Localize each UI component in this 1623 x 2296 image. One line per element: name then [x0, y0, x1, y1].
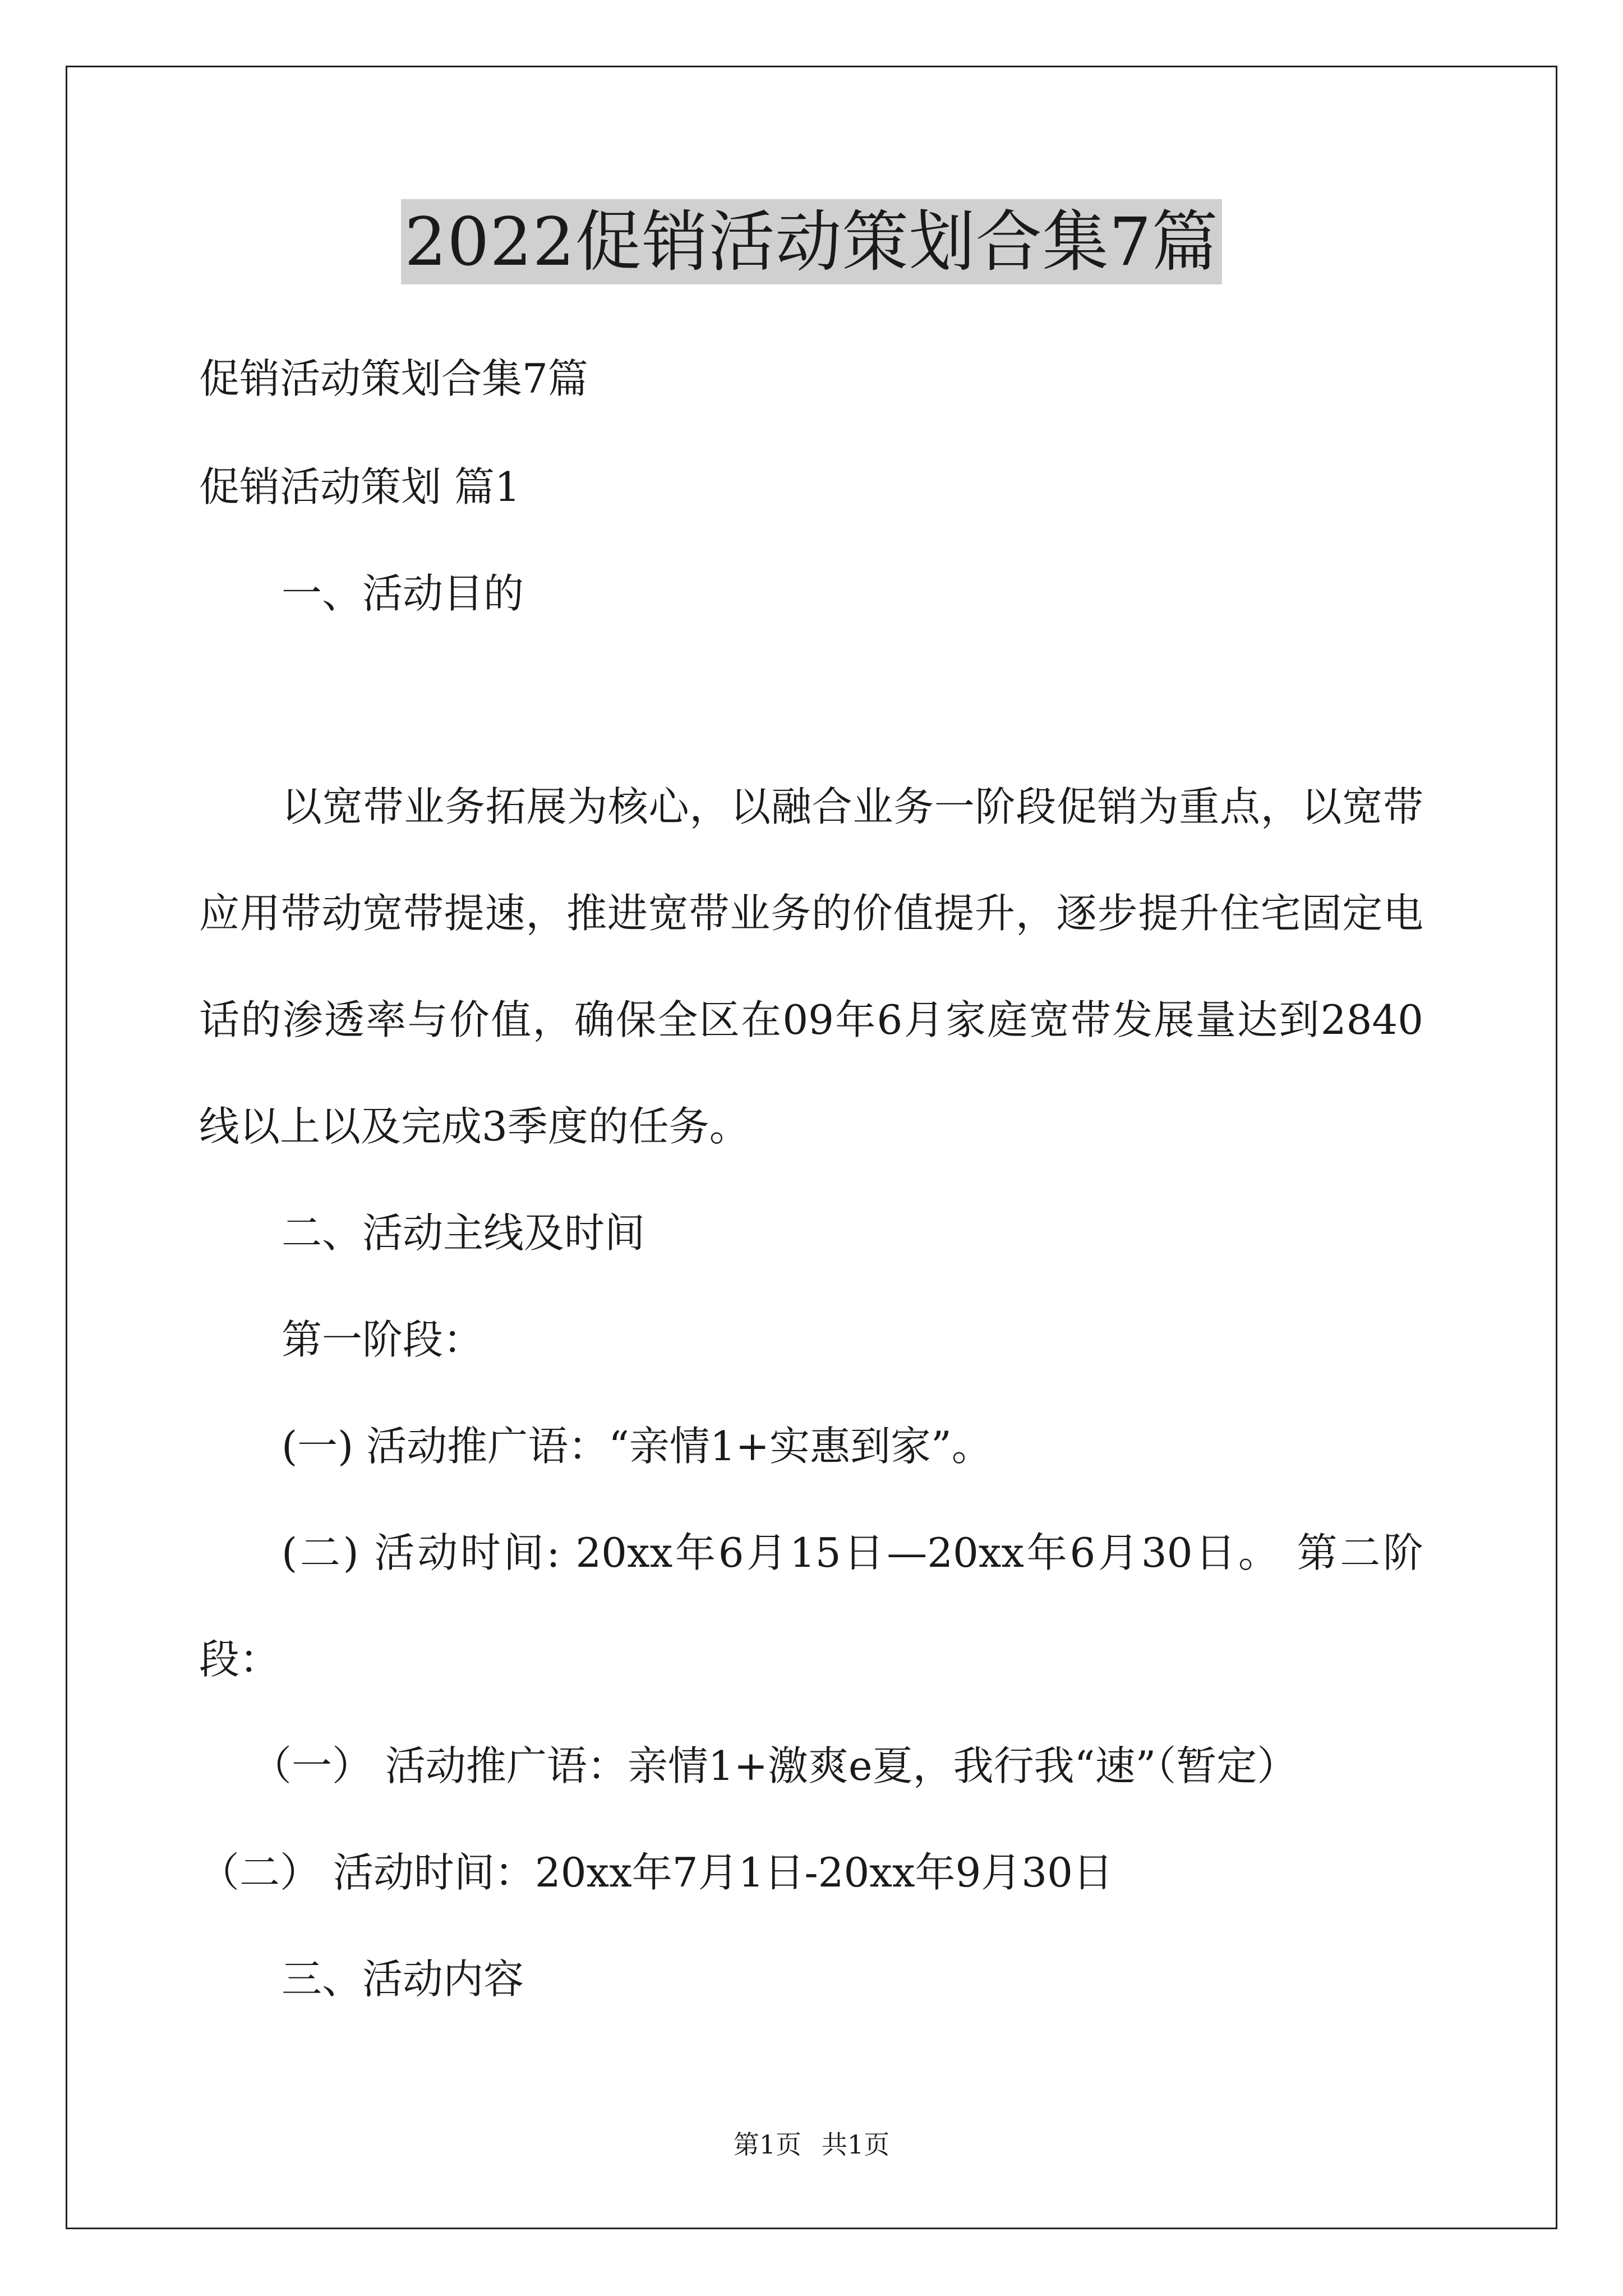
paragraph-line: 线以上以及完成3季度的任务。 — [199, 1103, 750, 1150]
title-container — [0, 199, 1623, 284]
paragraph-line: 段： — [199, 1636, 280, 1683]
subtitle-line: 促销活动策划合集7篇 — [199, 355, 588, 402]
paragraph-line: 以宽带业务拓展为核心，以融合业务一阶段促销为重点，以宽带 — [282, 783, 1423, 830]
section-heading-article-1: 促销活动策划 篇1 — [199, 463, 520, 510]
stage-one-slogan: (一) 活动推广语：“亲情1+实惠到家”。 — [282, 1423, 992, 1470]
paragraph-line: 话的渗透率与价值，确保全区在09年6月家庭宽带发展量达到2840 — [199, 996, 1423, 1043]
stage-one-label: 第一阶段： — [282, 1316, 484, 1363]
stage-two-time: （二） 活动时间：20xx年7月1日-20xx年9月30日 — [199, 1849, 1113, 1896]
heading-activity-content: 三、活动内容 — [282, 1955, 524, 2003]
document-title: 2022促销活动策划合集7篇 — [401, 199, 1221, 284]
heading-activity-purpose: 一、活动目的 — [282, 570, 524, 617]
page-total: 共1页 — [822, 2129, 890, 2160]
stage-one-time: (二) 活动时间: 20xx年6月15日—20xx年6月30日。 第二阶 — [282, 1529, 1423, 1576]
stage-two-slogan: （一） 活动推广语：亲情1+激爽e夏，我行我“速”（暂定） — [251, 1742, 1298, 1789]
page-number: 第1页 — [733, 2129, 801, 2160]
page-footer — [0, 2128, 1623, 2161]
paragraph-line: 应用带动宽带提速，推进宽带业务的价值提升，逐步提升住宅固定电 — [199, 890, 1423, 937]
heading-activity-timeline: 二、活动主线及时间 — [282, 1209, 645, 1257]
